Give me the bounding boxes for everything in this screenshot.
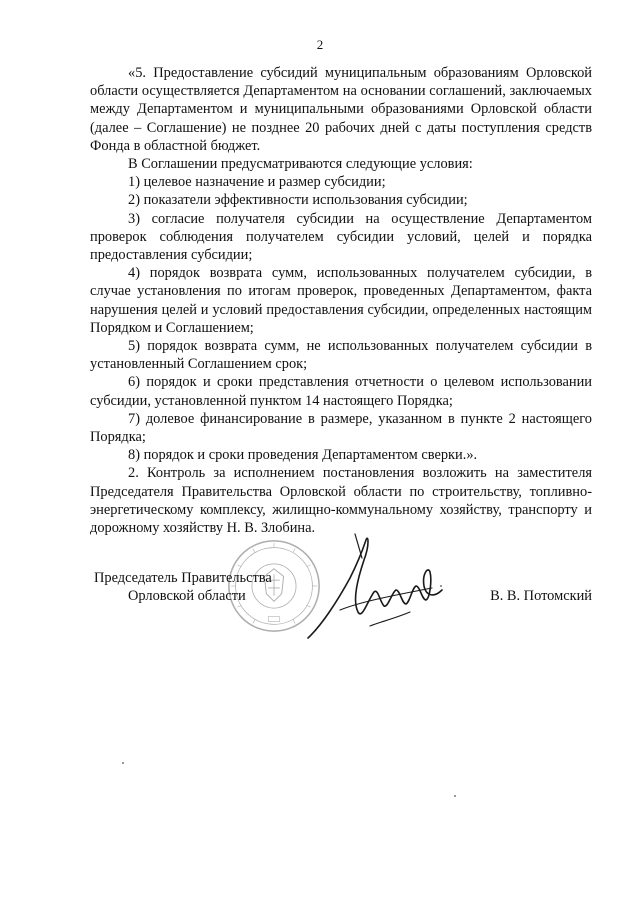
paragraph-control-clause: 2. Контроль за исполнением постановления возложить на заместителя Председателя Правительства Орловской области по строительству, топливно-энергетическому комплексу, жилищно-коммунальному хозяйству, транспорту и дорожному хозяйству Н. В. Злобина. — [90, 465, 592, 537]
condition-item-3: 3) согласие получателя субсидии на осуществление Департаментом проверок соблюдения получателем субсидии условий, целей и порядка предоставления субсидии; — [90, 210, 592, 264]
condition-item-2: 2) показатели эффективности использования субсидии; — [128, 192, 468, 209]
condition-item-8: 8) порядок и сроки проведения Департаментом сверки.». — [128, 447, 478, 464]
condition-item-1: 1) целевое назначение и размер субсидии; — [128, 174, 386, 191]
paragraph-clause-5: «5. Предоставление субсидий муниципальным образованиям Орловской области осуществляется Департаментом на основании соглашений, заключаемых между Департаментом и муниципальными образованиями Орловской области (далее – Соглашение) не позднее 20 рабочих дней с даты поступления средств Фонда в областной бюджет. — [90, 65, 592, 154]
signature-block — [0, 520, 640, 650]
paragraph-conditions-intro: В Соглашении предусматриваются следующие условия: — [128, 156, 473, 173]
page-number: 2 — [316, 37, 324, 52]
condition-item-4: 4) порядок возврата сумм, использованных получателем субсидии, в случае установления по итогам проверок, проведенных Департаментом, факта нарушения целей и условий предоставления субсидии, определенных настоящим Порядком и Соглашением; — [90, 265, 592, 336]
signatory-name: В. В. Потомский — [490, 588, 592, 604]
scan-speck — [122, 762, 124, 764]
document-body — [90, 64, 592, 537]
signatory-title-line1: Председатель Правительства — [94, 570, 272, 586]
scan-speck — [454, 795, 456, 797]
condition-item-6: 6) порядок и сроки представления отчетности о целевом использовании субсидии, установленной пунктом 14 настоящего Порядка; — [90, 374, 592, 409]
condition-item-7: 7) долевое финансирование в размере, указанном в пункте 2 настоящего Порядка; — [90, 410, 592, 446]
scan-speck — [440, 585, 442, 587]
condition-item-5: 5) порядок возврата сумм, не использованных получателем субсидии в установленный Соглашением срок; — [90, 338, 592, 373]
signatory-title-line2: Орловской области — [128, 588, 246, 604]
handwritten-signature-icon — [300, 530, 450, 645]
